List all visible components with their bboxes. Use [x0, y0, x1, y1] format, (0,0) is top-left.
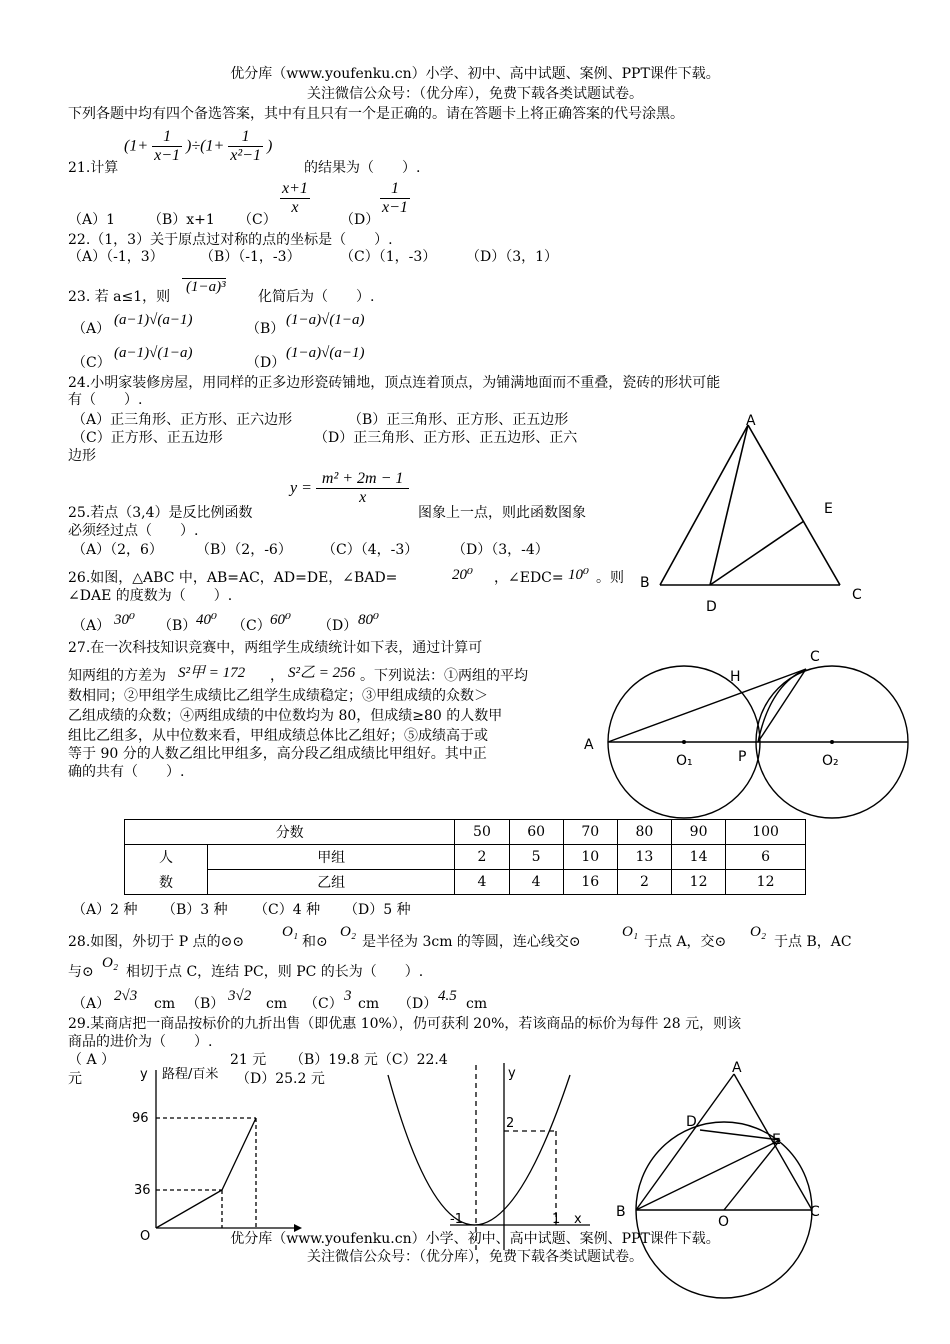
table-cell: 5	[509, 845, 563, 870]
q28-option-d: 4.5	[438, 988, 457, 1004]
q25-option-c: （C）（4，-3）	[322, 542, 419, 558]
table-row	[125, 845, 806, 870]
label-p: P	[738, 749, 747, 765]
q27-option-c: （C）4 种	[254, 902, 321, 918]
label-y: y	[140, 1067, 148, 1082]
label-h: H	[730, 669, 741, 685]
q28-o2-c: O₂	[102, 955, 119, 971]
tick-2: 2	[506, 1116, 515, 1131]
side-ab	[636, 1074, 734, 1210]
q26-angle-bad: 20⁰	[452, 567, 474, 583]
label-origin: O	[140, 1229, 151, 1244]
q21-option-c: （C）	[238, 212, 277, 228]
q28-option-a-label: （A）	[72, 996, 111, 1012]
table-cell: 14	[672, 845, 726, 870]
q22-option-b: （B）（-1，-3）	[200, 249, 301, 265]
q28-option-c-unit: cm	[358, 996, 380, 1012]
label-unit: 路程/百米	[162, 1067, 219, 1082]
label-y: y	[508, 1066, 516, 1081]
label-e: E	[772, 1132, 781, 1148]
label-a: A	[584, 737, 594, 753]
footer-line-2: 关注微信公众号：（优分库），免费下载各类试题试卷。	[307, 1249, 643, 1265]
q21-option-d: （D）	[340, 212, 380, 228]
table-cell: 16	[563, 870, 617, 895]
q25-option-b: （B）（2，-6）	[196, 542, 292, 558]
table-header: 50	[455, 820, 509, 845]
tick-neg1: -1	[450, 1212, 463, 1227]
q28-o2: O₂	[340, 924, 357, 940]
q27-variance-yi: S²乙 = 256	[288, 665, 356, 681]
label-b: B	[616, 1204, 626, 1220]
q24-option-c: （C）正方形、正五边形	[72, 430, 223, 446]
q28-option-a-unit: cm	[154, 996, 176, 1012]
segment-ad	[710, 425, 748, 585]
label-b: B	[640, 575, 650, 591]
table-cell: 2	[455, 845, 509, 870]
table-cell: 6	[726, 845, 806, 870]
table-cell: 13	[617, 845, 671, 870]
table-header: 分数	[125, 820, 455, 845]
q26-angle-edc: 10⁰	[568, 567, 590, 583]
q25-stem-1b: 图象上一点，则此函数图象	[418, 505, 586, 521]
table-header: 80	[617, 820, 671, 845]
q27-line-6: 等于 90 分的人数乙组比甲组多，高分段乙组成绩比甲组好。其中正	[68, 746, 487, 762]
table-cell: 12	[672, 870, 726, 895]
q29-option-b-c: （B）19.8 元（C）22.4	[290, 1052, 448, 1068]
q23-option-a: (a−1)√(a−1)	[114, 312, 193, 328]
q23-radical: (1−a)³	[182, 278, 226, 296]
q26-option-d: 80⁰	[358, 612, 380, 628]
q23-option-c: (a−1)√(1−a)	[114, 345, 193, 361]
q22-option-c: （C）（1，-3）	[340, 249, 437, 265]
q26-stem-2: ∠DAE 的度数为（ ）.	[68, 588, 233, 604]
q24-stem-2: 有（ ）.	[68, 392, 143, 408]
q25-formula: y = $\frac{\text{m² + 2m − 1}}{x}$	[290, 470, 409, 507]
table-cell: 2	[617, 870, 671, 895]
q27-line-7: 确的共有（ ）.	[68, 764, 185, 780]
label-o2: O₂	[822, 753, 839, 769]
score-table	[124, 819, 806, 895]
q23-stem: 23. 若 a≤1，则	[68, 289, 171, 305]
segment-de	[710, 521, 804, 585]
label-e: E	[824, 501, 833, 517]
parabola-figure	[380, 1055, 600, 1255]
q29-option-a: （ A ）	[68, 1052, 116, 1068]
table-cell: 10	[563, 845, 617, 870]
q22-option-a: （A）（-1，3）	[68, 249, 164, 265]
q29-line-1: 29.某商店把一商品按标价的九折出售（即优惠 10%），仍可获利 20%，若该商品的标价为每件 28 元，则该	[68, 1016, 742, 1032]
q23-option-d: (1−a)√(a−1)	[286, 345, 365, 361]
q22-option-d: （D）（3，1）	[466, 249, 559, 265]
q26-option-c-label: （C）	[232, 618, 271, 634]
q29-line-2: 商品的进价为（ ）.	[68, 1034, 213, 1050]
q28-o1: O₁	[282, 924, 299, 940]
footer-line-1: 优分库（www.youfenku.cn）小学、初中、高中试题、案例、PPT课件下载。	[230, 1231, 720, 1247]
label-c: C	[852, 587, 862, 603]
q25-stem-2: 必须经过点（ ）.	[68, 523, 199, 539]
q29-option-d: （D）25.2 元	[236, 1071, 325, 1087]
q27-line-4: 乙组成绩的众数；④两组成绩的中位数均为 80，但成绩≥80 的人数甲	[68, 708, 503, 724]
q29-option-a-unit: 元	[68, 1071, 82, 1087]
label-d: D	[686, 1114, 697, 1130]
q26-option-d-label: （D）	[318, 618, 358, 634]
q28-option-c-label: （C）	[304, 996, 343, 1012]
label-x: x	[574, 1212, 582, 1227]
tangent-ac	[608, 669, 806, 742]
segment-oe	[724, 1140, 780, 1210]
instructions: 下列各题中均有四个备选答案，其中有且只有一个是正确的。请在答题卡上将正确答案的代号涂黑。	[68, 106, 684, 122]
table-header: 100	[726, 820, 806, 845]
q27-line-3: 数相同；②甲组学生成绩比乙组学生成绩稳定；③甲组成绩的众数＞	[68, 688, 488, 704]
q26-stem-1: 26.如图，△ABC 中，AB=AC，AD=DE，∠BAD=	[68, 570, 398, 586]
q27-option-b: （B）3 种	[162, 902, 228, 918]
tick-1: 1	[552, 1212, 561, 1227]
table-header: 90	[672, 820, 726, 845]
q28-o1-b: O₁	[622, 924, 639, 940]
q27-line-5: 组比乙组多，从中位数来看，甲组成绩总体比乙组好；⑤成绩高于或	[68, 728, 488, 744]
q26-option-b: 40⁰	[196, 612, 218, 628]
q22-stem: 22.（1，3）关于原点过对称的点的坐标是（ ）.	[68, 232, 393, 248]
q24-option-b: （B）正三角形、正方形、正五边形	[348, 412, 569, 428]
q21-option-d-fraction: $\frac{1}{x-1}$	[382, 180, 408, 216]
q27-line-2a: 知两组的方差为	[68, 668, 166, 684]
q21-option-a: （A）1	[68, 212, 116, 228]
q23-option-b: (1−a)√(1−a)	[286, 312, 365, 328]
q26-mid: ，∠EDC=	[494, 570, 564, 586]
label-a: A	[746, 413, 756, 429]
segment-de	[700, 1130, 780, 1140]
label-o: O	[718, 1214, 730, 1230]
q26-option-c: 60⁰	[270, 612, 292, 628]
table-header-row	[125, 820, 806, 845]
q25-option-d: （D）（3，-4）	[452, 542, 549, 558]
distance-graph	[130, 1060, 310, 1250]
q27-option-d: （D）5 种	[344, 902, 411, 918]
q28-option-d-unit: cm	[466, 996, 488, 1012]
q21-option-b: （B）x+1	[148, 212, 215, 228]
q27-line-1: 27.在一次科技知识竞赛中，两组学生成绩统计如下表，通过计算可	[68, 640, 483, 656]
tick-96: 96	[132, 1111, 149, 1126]
table-cell: 4	[455, 870, 509, 895]
q25-option-a: （A）（2，6）	[72, 542, 163, 558]
q23-tail: 化简后为（ ）.	[258, 289, 375, 305]
circles-figure	[580, 645, 920, 820]
q28-and: 和⊙	[302, 934, 328, 950]
q21-expression: (1+ $\frac{1}{x-1}$ )÷(1+ $\frac{1}{\text{x²−1}}$ )	[124, 128, 273, 164]
q27-variance-jia: S²甲 = 172	[178, 665, 246, 681]
table-cell: 12	[726, 870, 806, 895]
q28-option-a: 2√3	[114, 988, 138, 1004]
group-label: 甲组	[208, 845, 455, 870]
q23-option-a-label: （A）	[72, 321, 111, 337]
q28-option-c: 3	[344, 988, 352, 1004]
q28-option-b-unit: cm	[266, 996, 288, 1012]
q28-line-2a: 与⊙	[68, 964, 94, 980]
group-label: 乙组	[208, 870, 455, 895]
q28-line-1b: 是半径为 3cm 的等圆，连心线交⊙	[362, 934, 581, 950]
q27-line-2b: 。下列说法：①两组的平均	[360, 668, 528, 684]
header-line-2: 关注微信公众号：（优分库），免费下载各类试题试卷。	[307, 86, 643, 102]
q28-line-1a: 28.如图，外切于 P 点的⊙⊙	[68, 934, 245, 950]
row-label-top: 人	[125, 845, 208, 870]
q24-option-d-cont: 边形	[68, 448, 96, 464]
q23-option-d-label: （D）	[246, 355, 286, 371]
q21-option-c-fraction: $\frac{x+1}{x}$	[282, 180, 308, 216]
q28-o2-b: O₂	[750, 924, 767, 940]
q28-line-1d: 于点 B，AC	[774, 934, 852, 950]
q28-line-2b: 相切于点 C，连结 PC，则 PC 的长为（ ）.	[126, 964, 424, 980]
distance-line	[156, 1118, 256, 1228]
parabola-curve	[388, 1075, 570, 1225]
q24-option-a: （A）正三角形、正方形、正六边形	[72, 412, 293, 428]
q21-tail: 的结果为（ ）.	[304, 160, 421, 176]
q28-option-b-label: （B）	[186, 996, 225, 1012]
header-line-1: 优分库（www.youfenku.cn）小学、初中、高中试题、案例、PPT课件下载。	[230, 66, 720, 82]
table-header: 60	[509, 820, 563, 845]
q21-stem: 21.计算	[68, 160, 119, 176]
q27-comma: ，	[270, 668, 284, 684]
q28-line-1c: 于点 A，交⊙	[644, 934, 727, 950]
table-row	[125, 870, 806, 895]
row-label-bottom: 数	[125, 870, 208, 895]
q26-end: 。则	[596, 570, 624, 586]
q23-option-b-label: （B）	[246, 321, 285, 337]
q24-option-d: （D）正三角形、正方形、正五边形、正六	[314, 430, 578, 446]
tick-36: 36	[134, 1183, 151, 1198]
table-header: 70	[563, 820, 617, 845]
table-cell: 4	[509, 870, 563, 895]
label-a: A	[732, 1060, 742, 1076]
label-d: D	[706, 599, 717, 615]
q29-option-a-value: 21 元	[230, 1052, 267, 1068]
q26-option-a: 30⁰	[114, 612, 136, 628]
q23-option-c-label: （C）	[72, 355, 111, 371]
q28-option-b: 3√2	[228, 988, 252, 1004]
segment-be	[636, 1140, 780, 1210]
label-c: C	[810, 649, 820, 665]
q26-option-a-label: （A）	[72, 618, 111, 634]
side-ab	[660, 425, 748, 585]
q25-stem-1: 25.若点（3,4）是反比例函数	[68, 505, 253, 521]
q26-option-b-label: （B）	[158, 618, 197, 634]
label-o1: O₁	[676, 753, 693, 769]
triangle-figure	[630, 405, 870, 625]
q27-option-a: （A）2 种	[72, 902, 138, 918]
q24-stem-1: 24.小明家装修房屋，用同样的正多边形瓷砖铺地，顶点连着顶点，为铺满地面而不重叠，瓷砖的形状可能	[68, 375, 721, 391]
q28-option-d-label: （D）	[398, 996, 438, 1012]
label-c: C	[810, 1204, 820, 1220]
